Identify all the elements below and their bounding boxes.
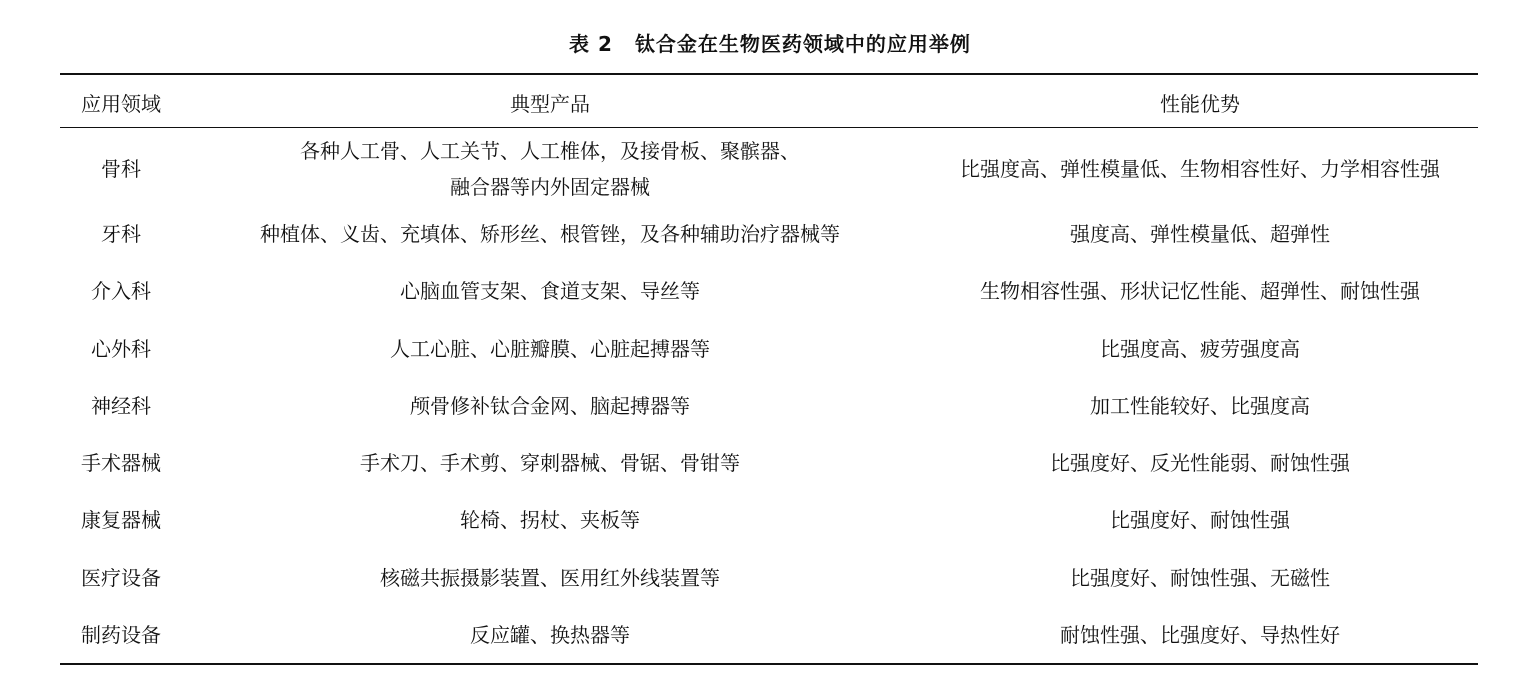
row-advantages: 耐蚀性强、比强度好、导热性好 — [1060, 623, 1340, 647]
row-advantages: 比强度好、耐蚀性强 — [1110, 508, 1290, 532]
header-advantages: 性能优势 — [1160, 92, 1240, 116]
row-field: 制药设备 — [81, 623, 161, 647]
row-products: 种植体、义齿、充填体、矫形丝、根管锉，及各种辅助治疗器械等 — [260, 222, 840, 246]
row-advantages: 生物相容性强、形状记忆性能、超弹性、耐蚀性强 — [980, 279, 1420, 303]
row-advantages: 比强度高、疲劳强度高 — [1100, 337, 1300, 361]
row-field: 医疗设备 — [81, 566, 161, 590]
bottom-rule — [60, 663, 1478, 665]
row-advantages: 比强度高、弹性模量低、生物相容性好、力学相容性强 — [960, 157, 1440, 181]
header-rule — [60, 127, 1478, 128]
row-field: 牙科 — [101, 222, 141, 246]
row-products — [300, 133, 800, 205]
top-rule — [60, 73, 1478, 75]
row-advantages: 加工性能较好、比强度高 — [1090, 394, 1310, 418]
row-products: 反应罐、换热器等 — [470, 623, 630, 647]
row-products: 人工心脏、心脏瓣膜、心脏起搏器等 — [390, 337, 710, 361]
table-caption — [0, 28, 1518, 57]
row-products: 心脑血管支架、食道支架、导丝等 — [400, 279, 700, 303]
row-products: 手术刀、手术剪、穿刺器械、骨锯、骨钳等 — [360, 451, 740, 475]
row-field: 心外科 — [91, 337, 151, 361]
row-field: 手术器械 — [81, 451, 161, 475]
row-products: 颅骨修补钛合金网、脑起搏器等 — [410, 394, 690, 418]
row-advantages: 比强度好、耐蚀性强、无磁性 — [1070, 566, 1330, 590]
header-field: 应用领域 — [81, 92, 161, 116]
table-title: 钛合金在生物医药领域中的应用举例 — [634, 32, 971, 56]
row-products-line: 各种人工骨、人工关节、人工椎体，及接骨板、聚髌器、 — [300, 139, 800, 163]
row-products: 核磁共振摄影装置、医用红外线装置等 — [380, 566, 720, 590]
row-advantages: 强度高、弹性模量低、超弹性 — [1070, 222, 1330, 246]
header-products: 典型产品 — [510, 92, 590, 116]
row-products: 轮椅、拐杖、夹板等 — [460, 508, 640, 532]
row-products-line: 融合器等内外固定器械 — [450, 175, 650, 199]
row-advantages: 比强度好、反光性能弱、耐蚀性强 — [1050, 451, 1350, 475]
row-field: 骨科 — [101, 157, 141, 181]
row-field: 康复器械 — [81, 508, 161, 532]
row-field: 神经科 — [91, 394, 151, 418]
row-field: 介入科 — [91, 279, 151, 303]
table-number: 表 2 — [569, 32, 613, 56]
